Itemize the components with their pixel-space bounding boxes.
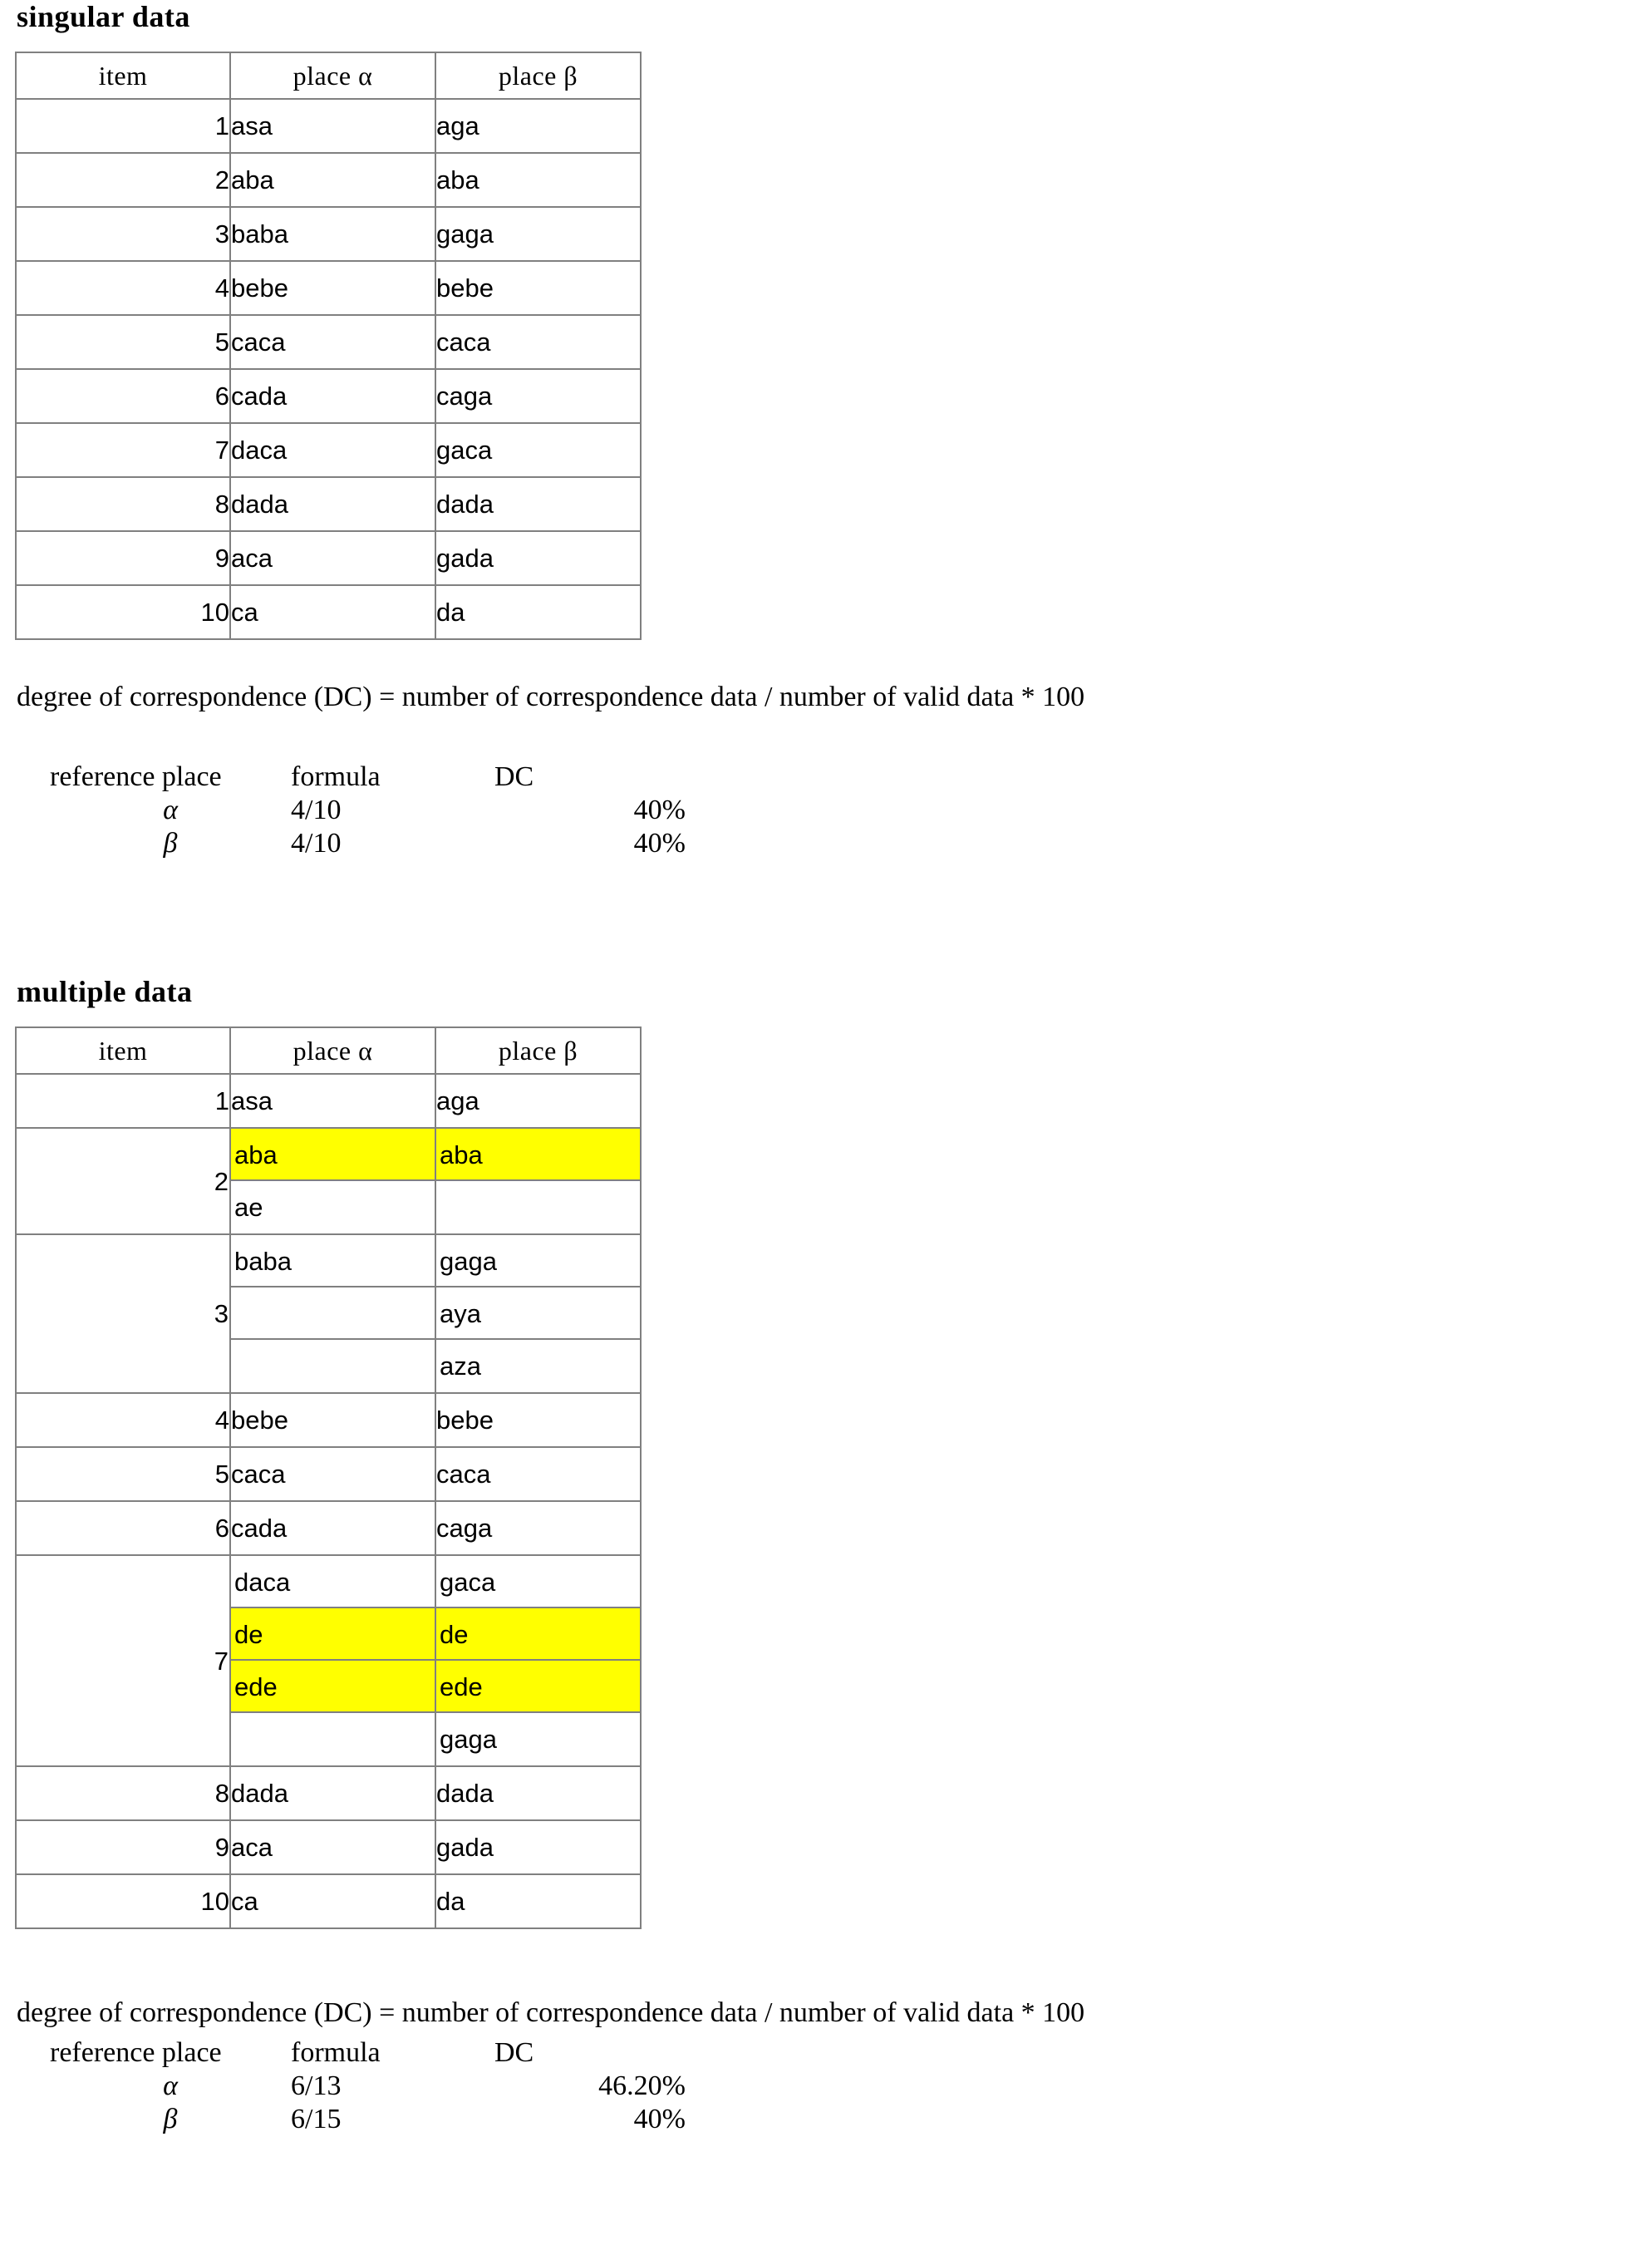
beta-value: gada (435, 531, 641, 585)
dc-row (50, 794, 686, 827)
dc-row (50, 2070, 686, 2103)
beta-value: bebe (435, 1393, 641, 1447)
singular-data-title: singular data (17, 0, 190, 33)
beta-value: caca (435, 1447, 641, 1501)
beta-value: gaga (440, 1725, 497, 1754)
table-row (16, 315, 641, 369)
alpha-value: asa (230, 99, 435, 153)
alpha-value: aba (230, 153, 435, 207)
multiple-data-table-wrap (15, 1026, 642, 1929)
singular-dc-summary (50, 761, 686, 860)
beta-value: da (435, 1874, 641, 1928)
alpha-multivalue-cell (230, 1234, 435, 1393)
item-number: 7 (16, 423, 230, 477)
table-row (16, 1074, 641, 1128)
dc-place: α (163, 2070, 178, 2102)
alpha-value (231, 1340, 435, 1392)
table-row (16, 1234, 641, 1393)
table-row (16, 1874, 641, 1928)
beta-value: gada (435, 1820, 641, 1874)
multiple-data-table (15, 1026, 642, 1929)
beta-value: caca (435, 315, 641, 369)
dc-row (50, 2103, 686, 2136)
beta-value: gaga (436, 1235, 640, 1287)
multiple-dc-table (50, 2036, 686, 2136)
dc-header-row (50, 761, 686, 794)
beta-value: de (436, 1608, 640, 1661)
alpha-multivalue-cell (230, 1555, 435, 1766)
dc-place: β (163, 2104, 178, 2135)
alpha-value: caca (230, 1447, 435, 1501)
singular-data-table-wrap (15, 52, 642, 640)
table-row (16, 1447, 641, 1501)
item-number: 5 (16, 1447, 230, 1501)
table-row (16, 531, 641, 585)
alpha-value: daca (230, 423, 435, 477)
column-header-place-beta: place β (435, 1027, 641, 1074)
dc-formula: 6/13 (291, 2070, 342, 2102)
item-number: 6 (16, 1501, 230, 1555)
alpha-value: caca (230, 315, 435, 369)
dc-header-reference-place: reference place (50, 761, 222, 792)
alpha-value: cada (230, 369, 435, 423)
column-header-item: item (16, 1027, 230, 1074)
alpha-value: ae (234, 1193, 263, 1222)
multiple-dc-definition: degree of correspondence (DC) = number of correspondence data / number of valid data * 100 (17, 1997, 1085, 2028)
alpha-value: ca (230, 1874, 435, 1928)
table-row (16, 99, 641, 153)
multiple-table-body (16, 1074, 641, 1928)
table-row (16, 153, 641, 207)
item-number: 8 (16, 477, 230, 531)
dc-header-reference-place: reference place (50, 2037, 222, 2068)
item-number: 4 (16, 1393, 230, 1447)
alpha-value: dada (230, 1766, 435, 1820)
alpha-value: daca (231, 1556, 435, 1608)
beta-value: caga (435, 369, 641, 423)
item-number: 3 (16, 1234, 230, 1393)
item-number: 9 (16, 531, 230, 585)
table-row (16, 1501, 641, 1555)
item-number: 1 (16, 1074, 230, 1128)
dc-row (50, 827, 686, 860)
alpha-value (231, 1287, 435, 1340)
dc-header-row (50, 2036, 686, 2070)
singular-dc-table (50, 761, 686, 860)
table-row (16, 1555, 641, 1766)
beta-value: ede (436, 1661, 640, 1713)
beta-value: dada (435, 1766, 641, 1820)
beta-multivalue-cell (435, 1234, 641, 1393)
table-row (16, 1128, 641, 1234)
table-row (16, 1393, 641, 1447)
table-row (16, 1820, 641, 1874)
beta-value (436, 1181, 640, 1233)
dc-header-formula: formula (291, 761, 381, 792)
beta-value: caga (435, 1501, 641, 1555)
table-row (16, 585, 641, 639)
singular-table-body (16, 99, 641, 639)
dc-formula: 4/10 (291, 795, 342, 826)
beta-value: da (435, 585, 641, 639)
item-number: 9 (16, 1820, 230, 1874)
alpha-value (231, 1713, 435, 1765)
item-number: 7 (16, 1555, 230, 1766)
table-row (16, 261, 641, 315)
beta-multivalue-cell (435, 1555, 641, 1766)
item-number: 8 (16, 1766, 230, 1820)
alpha-value: aca (230, 531, 435, 585)
beta-value: aba (436, 1129, 640, 1181)
alpha-value: aca (230, 1820, 435, 1874)
alpha-value: ca (230, 585, 435, 639)
beta-value: bebe (435, 261, 641, 315)
dc-value: 40% (633, 2104, 686, 2135)
dc-place: α (163, 795, 178, 826)
beta-value: aga (435, 1074, 641, 1128)
column-header-item: item (16, 52, 230, 99)
dc-value: 40% (633, 828, 686, 859)
alpha-value: aba (231, 1129, 435, 1181)
dc-header-dc: DC (494, 761, 534, 792)
singular-data-table (15, 52, 642, 640)
beta-multivalue-cell (435, 1128, 641, 1234)
beta-value: aya (436, 1287, 640, 1340)
item-number: 10 (16, 585, 230, 639)
beta-value: dada (435, 477, 641, 531)
table-header-row (16, 52, 641, 99)
beta-value: gaga (435, 207, 641, 261)
beta-value: aza (440, 1351, 481, 1381)
alpha-value: cada (230, 1501, 435, 1555)
multiple-dc-summary (50, 2036, 686, 2136)
table-row (16, 423, 641, 477)
table-header-row (16, 1027, 641, 1074)
item-number: 2 (16, 1128, 230, 1234)
item-number: 1 (16, 99, 230, 153)
dc-place: β (163, 828, 178, 859)
beta-value: gaca (435, 423, 641, 477)
alpha-value: de (231, 1608, 435, 1661)
alpha-value: ede (231, 1661, 435, 1713)
alpha-value: bebe (230, 261, 435, 315)
dc-formula: 6/15 (291, 2104, 342, 2135)
item-number: 10 (16, 1874, 230, 1928)
column-header-place-alpha: place α (230, 1027, 435, 1074)
table-row (16, 207, 641, 261)
dc-formula: 4/10 (291, 828, 342, 859)
beta-value: aba (435, 153, 641, 207)
item-number: 4 (16, 261, 230, 315)
table-row (16, 369, 641, 423)
singular-dc-definition: degree of correspondence (DC) = number of correspondence data / number of valid data * 100 (17, 682, 1085, 712)
beta-value: gaca (436, 1556, 640, 1608)
table-row (16, 1766, 641, 1820)
alpha-value: bebe (230, 1393, 435, 1447)
item-number: 6 (16, 369, 230, 423)
dc-header-dc: DC (494, 2037, 534, 2068)
table-row (16, 477, 641, 531)
multiple-data-title: multiple data (17, 975, 193, 1008)
item-number: 3 (16, 207, 230, 261)
column-header-place-alpha: place α (230, 52, 435, 99)
dc-value: 46.20% (598, 2070, 686, 2102)
alpha-value: dada (230, 477, 435, 531)
item-number: 2 (16, 153, 230, 207)
alpha-value: baba (230, 207, 435, 261)
column-header-place-beta: place β (435, 52, 641, 99)
alpha-multivalue-cell (230, 1128, 435, 1234)
dc-header-formula: formula (291, 2037, 381, 2068)
dc-value: 40% (633, 795, 686, 826)
alpha-value: baba (231, 1235, 435, 1287)
beta-value: aga (435, 99, 641, 153)
alpha-value: asa (230, 1074, 435, 1128)
item-number: 5 (16, 315, 230, 369)
